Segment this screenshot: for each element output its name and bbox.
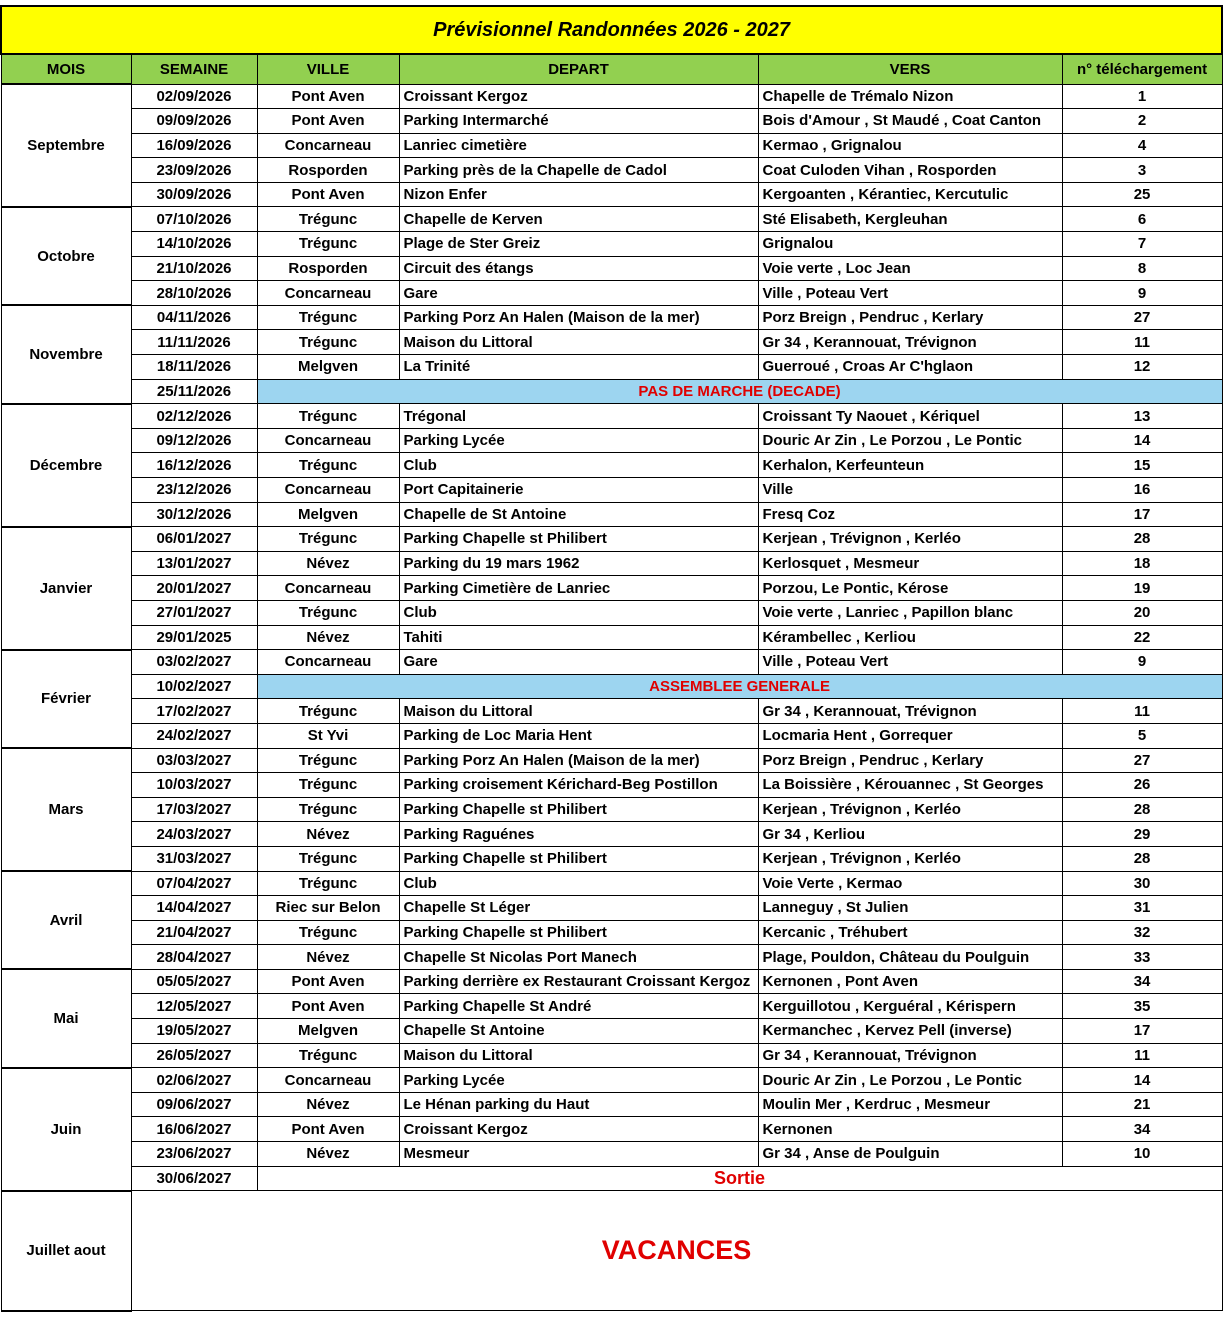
depart-cell: Parking Raguénes	[399, 822, 758, 847]
depart-cell: Croissant Kergoz	[399, 1117, 758, 1142]
table-row	[1, 379, 1222, 404]
ville-cell: Trégunc	[257, 330, 399, 355]
ville-cell: Concarneau	[257, 650, 399, 675]
telechargement-cell: 1	[1062, 84, 1222, 109]
vers-cell: Gr 34 , Anse de Poulguin	[758, 1142, 1062, 1167]
telechargement-cell: 27	[1062, 305, 1222, 330]
depart-cell: Parking Porz An Halen (Maison de la mer)	[399, 305, 758, 330]
title-row	[1, 6, 1222, 54]
month-cell: Décembre	[1, 404, 131, 527]
date-cell: 25/11/2026	[131, 379, 257, 404]
date-cell: 02/06/2027	[131, 1068, 257, 1093]
date-cell: 14/10/2026	[131, 232, 257, 257]
table-row	[1, 453, 1222, 478]
table-row	[1, 330, 1222, 355]
hiking-schedule-table	[0, 5, 1223, 1312]
vers-cell: La Boissière , Kérouannec , St Georges	[758, 773, 1062, 798]
ville-cell: Névez	[257, 625, 399, 650]
date-cell: 18/11/2026	[131, 355, 257, 380]
vers-cell: Moulin Mer , Kerdruc , Mesmeur	[758, 1092, 1062, 1117]
telechargement-cell: 20	[1062, 600, 1222, 625]
sheet-title: Prévisionnel Randonnées 2026 - 2027	[1, 6, 1222, 54]
table-row	[1, 207, 1222, 232]
vers-cell: Kerguillotou , Kerguéral , Kérispern	[758, 994, 1062, 1019]
table-row	[1, 355, 1222, 380]
date-cell: 10/03/2027	[131, 773, 257, 798]
date-cell: 02/12/2026	[131, 404, 257, 429]
telechargement-cell: 21	[1062, 1092, 1222, 1117]
date-cell: 16/06/2027	[131, 1117, 257, 1142]
table-row	[1, 748, 1222, 773]
ville-cell: Pont Aven	[257, 1117, 399, 1142]
vers-cell: Lanneguy , St Julien	[758, 896, 1062, 921]
month-cell: Novembre	[1, 305, 131, 403]
telechargement-cell: 7	[1062, 232, 1222, 257]
telechargement-cell: 4	[1062, 133, 1222, 158]
ville-cell: Concarneau	[257, 428, 399, 453]
depart-cell: Parking Chapelle st Philibert	[399, 527, 758, 552]
depart-cell: Gare	[399, 281, 758, 306]
depart-cell: Trégonal	[399, 404, 758, 429]
vers-cell: Kerjean , Trévignon , Kerléo	[758, 527, 1062, 552]
vacances-cell: VACANCES	[131, 1191, 1222, 1311]
month-cell: Juin	[1, 1068, 131, 1191]
vers-cell: Ville , Poteau Vert	[758, 650, 1062, 675]
telechargement-cell: 25	[1062, 182, 1222, 207]
date-cell: 14/04/2027	[131, 896, 257, 921]
table-row	[1, 723, 1222, 748]
date-cell: 09/06/2027	[131, 1092, 257, 1117]
depart-cell: Le Hénan parking du Haut	[399, 1092, 758, 1117]
telechargement-cell: 9	[1062, 650, 1222, 675]
ville-cell: Concarneau	[257, 281, 399, 306]
ville-cell: Pont Aven	[257, 84, 399, 109]
note-cell: PAS DE MARCHE (DECADE)	[257, 379, 1222, 404]
table-row	[1, 797, 1222, 822]
telechargement-cell: 35	[1062, 994, 1222, 1019]
vers-cell: Kergoanten , Kérantiec, Kercutulic	[758, 182, 1062, 207]
date-cell: 23/09/2026	[131, 158, 257, 183]
table-body	[1, 6, 1222, 1311]
vers-cell: Kerhalon, Kerfeunteun	[758, 453, 1062, 478]
month-cell: Janvier	[1, 527, 131, 650]
header-telechargement: n° téléchargement	[1062, 54, 1222, 84]
date-cell: 28/04/2027	[131, 945, 257, 970]
table-row	[1, 969, 1222, 994]
vers-cell: Gr 34 , Kerannouat, Trévignon	[758, 699, 1062, 724]
telechargement-cell: 27	[1062, 748, 1222, 773]
month-cell: Mars	[1, 748, 131, 871]
date-cell: 28/10/2026	[131, 281, 257, 306]
vers-cell: Porz Breign , Pendruc , Kerlary	[758, 305, 1062, 330]
telechargement-cell: 31	[1062, 896, 1222, 921]
depart-cell: Plage de Ster Greiz	[399, 232, 758, 257]
vers-cell: Douric Ar Zin , Le Porzou , Le Pontic	[758, 1068, 1062, 1093]
table-row	[1, 182, 1222, 207]
table-row	[1, 232, 1222, 257]
vers-cell: Locmaria Hent , Gorrequer	[758, 723, 1062, 748]
telechargement-cell: 9	[1062, 281, 1222, 306]
vers-cell: Kérambellec , Kerliou	[758, 625, 1062, 650]
ville-cell: Trégunc	[257, 797, 399, 822]
vers-cell: Chapelle de Trémalo Nizon	[758, 84, 1062, 109]
month-cell: Février	[1, 650, 131, 748]
table-row	[1, 920, 1222, 945]
table-row	[1, 822, 1222, 847]
depart-cell: Club	[399, 453, 758, 478]
table-row	[1, 428, 1222, 453]
depart-cell: Chapelle de Kerven	[399, 207, 758, 232]
vers-cell: Grignalou	[758, 232, 1062, 257]
telechargement-cell: 15	[1062, 453, 1222, 478]
date-cell: 09/12/2026	[131, 428, 257, 453]
month-cell: Juillet aout	[1, 1191, 131, 1311]
table-row	[1, 158, 1222, 183]
ville-cell: Trégunc	[257, 871, 399, 896]
date-cell: 30/12/2026	[131, 502, 257, 527]
telechargement-cell: 28	[1062, 846, 1222, 871]
telechargement-cell: 17	[1062, 1019, 1222, 1044]
table-row	[1, 699, 1222, 724]
date-cell: 05/05/2027	[131, 969, 257, 994]
vers-cell: Croissant Ty Naouet , Kériquel	[758, 404, 1062, 429]
telechargement-cell: 19	[1062, 576, 1222, 601]
depart-cell: Lanriec cimetière	[399, 133, 758, 158]
depart-cell: Chapelle de St Antoine	[399, 502, 758, 527]
table-row	[1, 305, 1222, 330]
table-row	[1, 84, 1222, 109]
vers-cell: Kermanchec , Kervez Pell (inverse)	[758, 1019, 1062, 1044]
depart-cell: Parking Porz An Halen (Maison de la mer)	[399, 748, 758, 773]
telechargement-cell: 34	[1062, 969, 1222, 994]
telechargement-cell: 11	[1062, 330, 1222, 355]
table-row	[1, 1019, 1222, 1044]
date-cell: 20/01/2027	[131, 576, 257, 601]
depart-cell: Parking croisement Kérichard-Beg Postillon	[399, 773, 758, 798]
table-row	[1, 576, 1222, 601]
vers-cell: Kerlosquet , Mesmeur	[758, 551, 1062, 576]
depart-cell: Nizon Enfer	[399, 182, 758, 207]
depart-cell: Parking Chapelle St André	[399, 994, 758, 1019]
ville-cell: Riec sur Belon	[257, 896, 399, 921]
table-row	[1, 1092, 1222, 1117]
date-cell: 30/09/2026	[131, 182, 257, 207]
telechargement-cell: 28	[1062, 527, 1222, 552]
depart-cell: Maison du Littoral	[399, 330, 758, 355]
ville-cell: Pont Aven	[257, 969, 399, 994]
depart-cell: Chapelle St Léger	[399, 896, 758, 921]
month-cell: Avril	[1, 871, 131, 969]
sortie-cell: Sortie	[257, 1166, 1222, 1191]
ville-cell: Névez	[257, 945, 399, 970]
ville-cell: Névez	[257, 1142, 399, 1167]
header-ville: VILLE	[257, 54, 399, 84]
vers-cell: Sté Elisabeth, Kergleuhan	[758, 207, 1062, 232]
vers-cell: Ville	[758, 478, 1062, 503]
telechargement-cell: 30	[1062, 871, 1222, 896]
date-cell: 17/02/2027	[131, 699, 257, 724]
vacances-row	[1, 1191, 1222, 1311]
date-cell: 13/01/2027	[131, 551, 257, 576]
date-cell: 24/03/2027	[131, 822, 257, 847]
depart-cell: Club	[399, 600, 758, 625]
vers-cell: Gr 34 , Kerannouat, Trévignon	[758, 330, 1062, 355]
vers-cell: Kerjean , Trévignon , Kerléo	[758, 846, 1062, 871]
ville-cell: Pont Aven	[257, 109, 399, 134]
date-cell: 03/03/2027	[131, 748, 257, 773]
telechargement-cell: 5	[1062, 723, 1222, 748]
vers-cell: Voie verte , Lanriec , Papillon blanc	[758, 600, 1062, 625]
depart-cell: Tahiti	[399, 625, 758, 650]
vers-cell: Plage, Pouldon, Château du Poulguin	[758, 945, 1062, 970]
depart-cell: Parking Lycée	[399, 1068, 758, 1093]
vers-cell: Ville , Poteau Vert	[758, 281, 1062, 306]
date-cell: 29/01/2025	[131, 625, 257, 650]
depart-cell: Parking Intermarché	[399, 109, 758, 134]
table-row	[1, 1117, 1222, 1142]
ville-cell: Trégunc	[257, 920, 399, 945]
vers-cell: Porzou, Le Pontic, Kérose	[758, 576, 1062, 601]
table-row	[1, 674, 1222, 699]
telechargement-cell: 13	[1062, 404, 1222, 429]
ville-cell: Pont Aven	[257, 182, 399, 207]
telechargement-cell: 16	[1062, 478, 1222, 503]
date-cell: 07/10/2026	[131, 207, 257, 232]
telechargement-cell: 11	[1062, 1043, 1222, 1068]
ville-cell: Concarneau	[257, 576, 399, 601]
date-cell: 27/01/2027	[131, 600, 257, 625]
telechargement-cell: 32	[1062, 920, 1222, 945]
vers-cell: Voie verte , Loc Jean	[758, 256, 1062, 281]
table-row	[1, 1043, 1222, 1068]
date-cell: 30/06/2027	[131, 1166, 257, 1191]
ville-cell: Trégunc	[257, 748, 399, 773]
date-cell: 24/02/2027	[131, 723, 257, 748]
depart-cell: Club	[399, 871, 758, 896]
ville-cell: Trégunc	[257, 699, 399, 724]
ville-cell: Melgven	[257, 502, 399, 527]
depart-cell: Parking Cimetière de Lanriec	[399, 576, 758, 601]
ville-cell: Concarneau	[257, 1068, 399, 1093]
ville-cell: Melgven	[257, 355, 399, 380]
ville-cell: St Yvi	[257, 723, 399, 748]
date-cell: 11/11/2026	[131, 330, 257, 355]
date-cell: 12/05/2027	[131, 994, 257, 1019]
date-cell: 09/09/2026	[131, 109, 257, 134]
ville-cell: Concarneau	[257, 133, 399, 158]
ville-cell: Névez	[257, 551, 399, 576]
note-cell: ASSEMBLEE GENERALE	[257, 674, 1222, 699]
ville-cell: Névez	[257, 822, 399, 847]
depart-cell: Chapelle St Nicolas Port Manech	[399, 945, 758, 970]
depart-cell: La Trinité	[399, 355, 758, 380]
vers-cell: Gr 34 , Kerannouat, Trévignon	[758, 1043, 1062, 1068]
telechargement-cell: 14	[1062, 428, 1222, 453]
date-cell: 21/10/2026	[131, 256, 257, 281]
date-cell: 16/12/2026	[131, 453, 257, 478]
ville-cell: Trégunc	[257, 207, 399, 232]
telechargement-cell: 26	[1062, 773, 1222, 798]
depart-cell: Parking Lycée	[399, 428, 758, 453]
telechargement-cell: 3	[1062, 158, 1222, 183]
depart-cell: Maison du Littoral	[399, 699, 758, 724]
vers-cell: Douric Ar Zin , Le Porzou , Le Pontic	[758, 428, 1062, 453]
vers-cell: Kermao , Grignalou	[758, 133, 1062, 158]
vers-cell: Guerroué , Croas Ar C'hglaon	[758, 355, 1062, 380]
ville-cell: Trégunc	[257, 404, 399, 429]
ville-cell: Trégunc	[257, 527, 399, 552]
depart-cell: Chapelle St Antoine	[399, 1019, 758, 1044]
table-row	[1, 256, 1222, 281]
table-row	[1, 600, 1222, 625]
vers-cell: Kercanic , Tréhubert	[758, 920, 1062, 945]
telechargement-cell: 14	[1062, 1068, 1222, 1093]
vers-cell: Fresq Coz	[758, 502, 1062, 527]
ville-cell: Trégunc	[257, 305, 399, 330]
table-row	[1, 871, 1222, 896]
ville-cell: Rosporden	[257, 256, 399, 281]
header-mois: MOIS	[1, 54, 131, 84]
date-cell: 02/09/2026	[131, 84, 257, 109]
table-row	[1, 551, 1222, 576]
header-vers: VERS	[758, 54, 1062, 84]
ville-cell: Rosporden	[257, 158, 399, 183]
table-row	[1, 1068, 1222, 1093]
telechargement-cell: 34	[1062, 1117, 1222, 1142]
date-cell: 17/03/2027	[131, 797, 257, 822]
ville-cell: Trégunc	[257, 232, 399, 257]
table-row	[1, 502, 1222, 527]
table-row	[1, 773, 1222, 798]
ville-cell: Trégunc	[257, 846, 399, 871]
ville-cell: Névez	[257, 1092, 399, 1117]
depart-cell: Parking Chapelle st Philibert	[399, 920, 758, 945]
depart-cell: Circuit des étangs	[399, 256, 758, 281]
depart-cell: Croissant Kergoz	[399, 84, 758, 109]
date-cell: 19/05/2027	[131, 1019, 257, 1044]
telechargement-cell: 29	[1062, 822, 1222, 847]
date-cell: 21/04/2027	[131, 920, 257, 945]
telechargement-cell: 28	[1062, 797, 1222, 822]
depart-cell: Parking Chapelle st Philibert	[399, 797, 758, 822]
table-row	[1, 945, 1222, 970]
vers-cell: Gr 34 , Kerliou	[758, 822, 1062, 847]
date-cell: 04/11/2026	[131, 305, 257, 330]
telechargement-cell: 6	[1062, 207, 1222, 232]
ville-cell: Trégunc	[257, 773, 399, 798]
depart-cell: Parking près de la Chapelle de Cadol	[399, 158, 758, 183]
table-row	[1, 527, 1222, 552]
table-row	[1, 109, 1222, 134]
date-cell: 07/04/2027	[131, 871, 257, 896]
date-cell: 23/12/2026	[131, 478, 257, 503]
telechargement-cell: 33	[1062, 945, 1222, 970]
date-cell: 03/02/2027	[131, 650, 257, 675]
depart-cell: Parking du 19 mars 1962	[399, 551, 758, 576]
ville-cell: Pont Aven	[257, 994, 399, 1019]
month-cell: Septembre	[1, 84, 131, 207]
depart-cell: Gare	[399, 650, 758, 675]
table-row	[1, 404, 1222, 429]
depart-cell: Maison du Littoral	[399, 1043, 758, 1068]
table-row	[1, 133, 1222, 158]
ville-cell: Trégunc	[257, 453, 399, 478]
telechargement-cell: 17	[1062, 502, 1222, 527]
telechargement-cell: 18	[1062, 551, 1222, 576]
date-cell: 31/03/2027	[131, 846, 257, 871]
table-row	[1, 896, 1222, 921]
vers-cell: Kerjean , Trévignon , Kerléo	[758, 797, 1062, 822]
table-row	[1, 281, 1222, 306]
table-row	[1, 625, 1222, 650]
date-cell: 10/02/2027	[131, 674, 257, 699]
table-row	[1, 846, 1222, 871]
date-cell: 26/05/2027	[131, 1043, 257, 1068]
telechargement-cell: 22	[1062, 625, 1222, 650]
vers-cell: Kernonen	[758, 1117, 1062, 1142]
vers-cell: Kernonen , Pont Aven	[758, 969, 1062, 994]
vers-cell: Voie Verte , Kermao	[758, 871, 1062, 896]
table-row	[1, 1166, 1222, 1191]
table-row	[1, 1142, 1222, 1167]
date-cell: 06/01/2027	[131, 527, 257, 552]
telechargement-cell: 2	[1062, 109, 1222, 134]
table-row	[1, 650, 1222, 675]
vers-cell: Coat Culoden Vihan , Rosporden	[758, 158, 1062, 183]
header-semaine: SEMAINE	[131, 54, 257, 84]
telechargement-cell: 11	[1062, 699, 1222, 724]
telechargement-cell: 10	[1062, 1142, 1222, 1167]
date-cell: 23/06/2027	[131, 1142, 257, 1167]
depart-cell: Parking derrière ex Restaurant Croissant Kergoz	[399, 969, 758, 994]
month-cell: Octobre	[1, 207, 131, 305]
depart-cell: Parking Chapelle st Philibert	[399, 846, 758, 871]
telechargement-cell: 12	[1062, 355, 1222, 380]
vers-cell: Porz Breign , Pendruc , Kerlary	[758, 748, 1062, 773]
ville-cell: Concarneau	[257, 478, 399, 503]
table-row	[1, 994, 1222, 1019]
header-row	[1, 54, 1222, 84]
depart-cell: Mesmeur	[399, 1142, 758, 1167]
table-row	[1, 478, 1222, 503]
header-depart: DEPART	[399, 54, 758, 84]
depart-cell: Parking de Loc Maria Hent	[399, 723, 758, 748]
ville-cell: Melgven	[257, 1019, 399, 1044]
vers-cell: Bois d'Amour , St Maudé , Coat Canton	[758, 109, 1062, 134]
telechargement-cell: 8	[1062, 256, 1222, 281]
depart-cell: Port Capitainerie	[399, 478, 758, 503]
date-cell: 16/09/2026	[131, 133, 257, 158]
month-cell: Mai	[1, 969, 131, 1067]
ville-cell: Trégunc	[257, 1043, 399, 1068]
ville-cell: Trégunc	[257, 600, 399, 625]
